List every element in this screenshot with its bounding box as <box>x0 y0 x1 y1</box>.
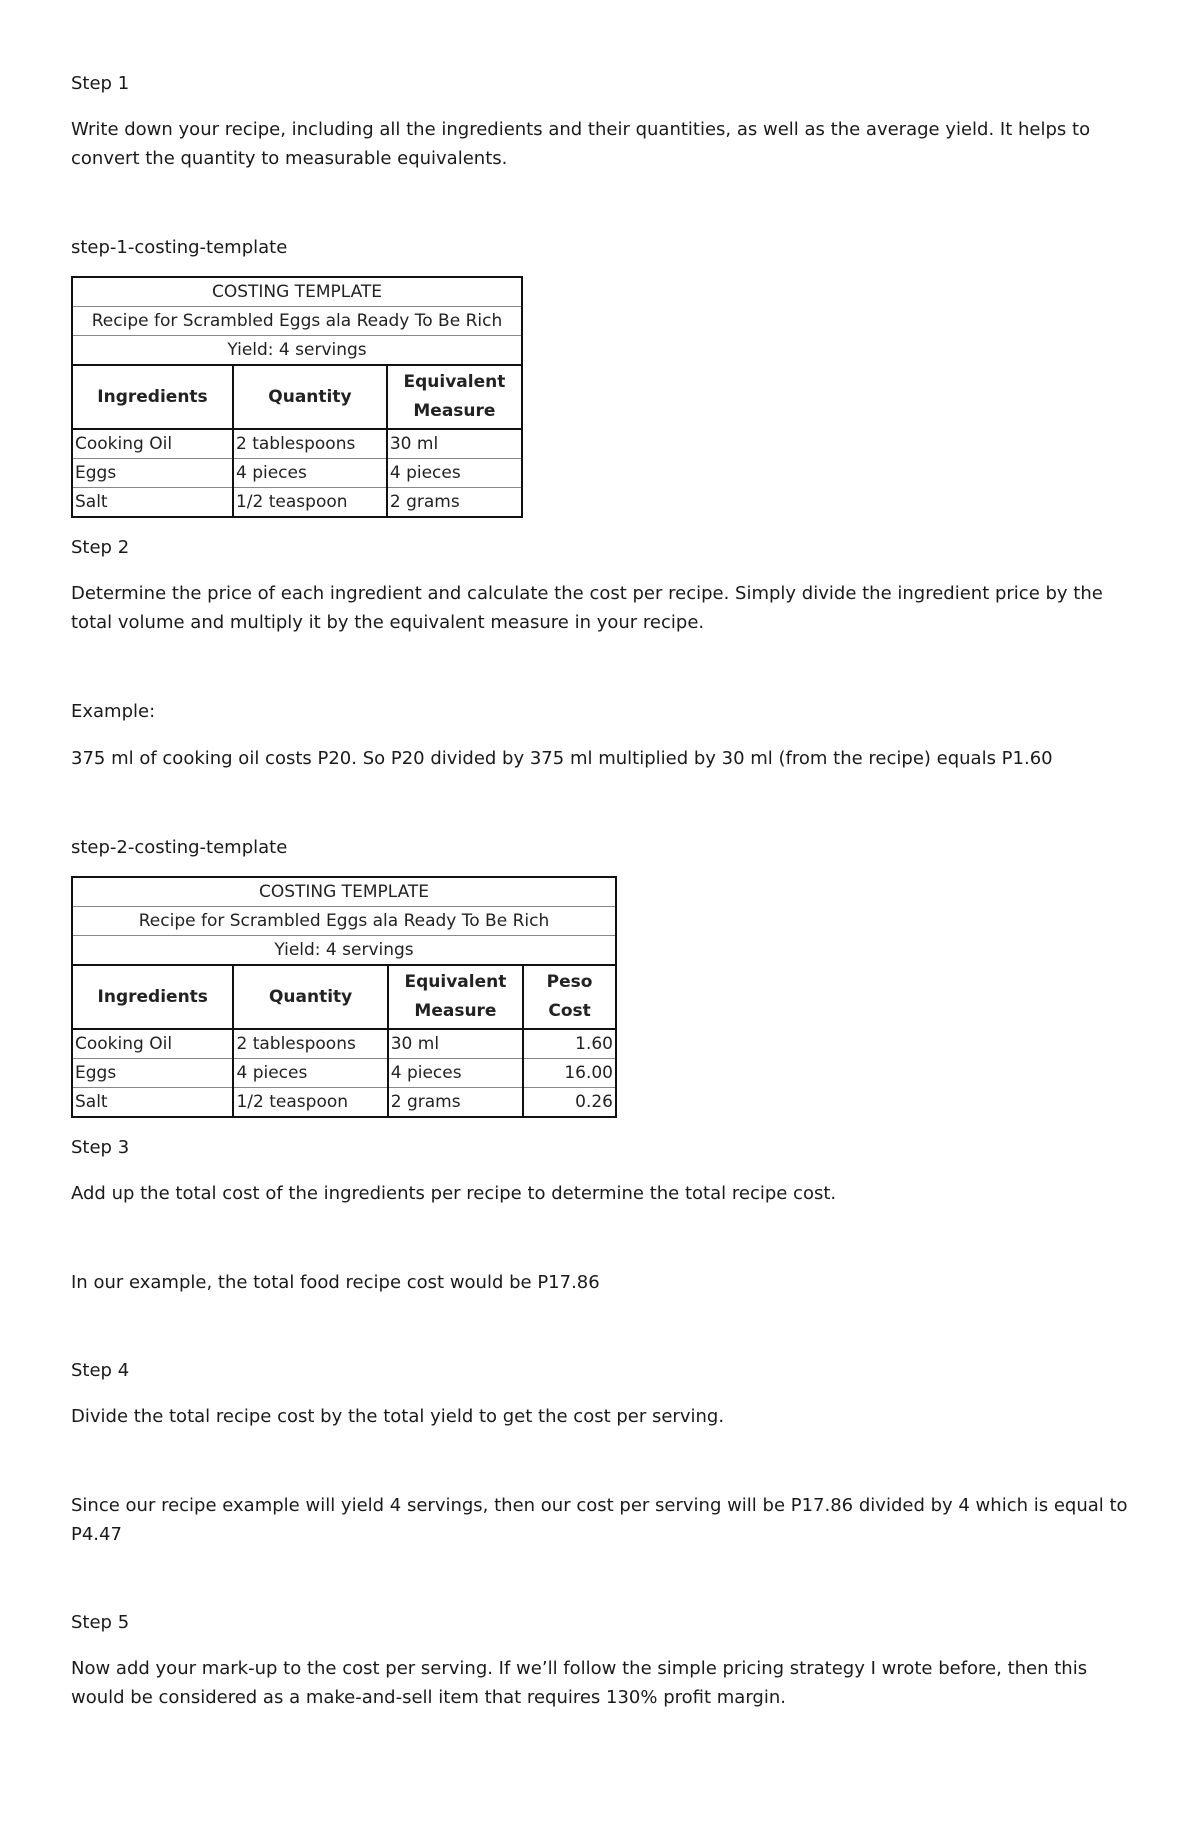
table-row <box>72 1088 616 1118</box>
table-row <box>72 1029 616 1059</box>
table2-header-equivalent-line1: Equivalent <box>404 972 507 992</box>
table-cell: Cooking Oil <box>72 429 233 459</box>
table-cell: 4 pieces <box>233 1059 387 1088</box>
table2-header-row <box>72 965 616 1029</box>
table-cell: 0.26 <box>523 1088 616 1118</box>
step-5-heading: Step 5 <box>71 1612 130 1633</box>
step-1-text: Write down your recipe, including all the ingredients and their quantities, as well as the average yield. It helps to convert the quantity to measurable equivalents. <box>71 119 1091 169</box>
table-cell: 30 ml <box>387 429 522 459</box>
table1-header-equivalent <box>387 365 522 429</box>
table2-title: COSTING TEMPLATE <box>72 877 616 907</box>
step-4-text: Divide the total recipe cost by the total yield to get the cost per serving. <box>71 1406 725 1427</box>
step-3-heading: Step 3 <box>71 1137 130 1158</box>
step-3-example-text: In our example, the total food recipe cost would be P17.86 <box>71 1272 600 1293</box>
table-cell: 2 grams <box>388 1088 523 1118</box>
table1-recipe: Recipe for Scrambled Eggs ala Ready To Be Rich <box>72 307 522 336</box>
table-cell: 4 pieces <box>233 459 387 488</box>
table-cell: Eggs <box>72 1059 233 1088</box>
table1-header-equivalent-line1: Equivalent <box>403 372 506 392</box>
table-cell: 2 tablespoons <box>233 429 387 459</box>
table2-yield: Yield: 4 servings <box>72 936 616 966</box>
table2-header-peso-line1: Peso <box>546 972 593 992</box>
table1-header-row <box>72 365 522 429</box>
step-2-caption: step-2-costing-template <box>71 837 288 858</box>
table2-header-quantity: Quantity <box>233 965 387 1029</box>
step-4-example-text: Since our recipe example will yield 4 servings, then our cost per serving will be P17.86 divided by 4 which is equal to P4.47 <box>71 1495 1128 1545</box>
step-1-caption: step-1-costing-template <box>71 237 288 258</box>
step-2-text: Determine the price of each ingredient and calculate the cost per recipe. Simply divide the ingredient price by the total volume and multiply it by the equivalent measure in your recipe. <box>71 583 1103 633</box>
table-cell: 1/2 teaspoon <box>233 488 387 518</box>
step-1-heading: Step 1 <box>71 73 130 94</box>
step-2-example-text: 375 ml of cooking oil costs P20. So P20 divided by 375 ml multiplied by 30 ml (from the recipe) equals P1.60 <box>71 748 1053 769</box>
step-3-text: Add up the total cost of the ingredients per recipe to determine the total recipe cost. <box>71 1183 837 1204</box>
table-row <box>72 1059 616 1088</box>
step-4-heading: Step 4 <box>71 1360 130 1381</box>
step-2-example-label: Example: <box>71 701 156 722</box>
table-cell: 2 tablespoons <box>233 1029 387 1059</box>
costing-template-table-2 <box>71 876 617 1118</box>
step-5-text: Now add your mark-up to the cost per serving. If we’ll follow the simple pricing strategy I wrote before, then this would be considered as a make-and-sell item that requires 130% profit margin. <box>71 1658 1088 1708</box>
table2-header-equivalent-line2: Measure <box>414 1001 497 1021</box>
table-cell: 1.60 <box>523 1029 616 1059</box>
table-row <box>72 488 522 518</box>
table-cell: 1/2 teaspoon <box>233 1088 387 1118</box>
table2-header-equivalent <box>388 965 523 1029</box>
table-cell: 4 pieces <box>388 1059 523 1088</box>
table-row <box>72 429 522 459</box>
table1-yield: Yield: 4 servings <box>72 336 522 366</box>
table2-header-peso-cost <box>523 965 616 1029</box>
costing-template-table-1 <box>71 276 523 518</box>
table-cell: 4 pieces <box>387 459 522 488</box>
table1-header-ingredients: Ingredients <box>72 365 233 429</box>
table2-header-peso-line2: Cost <box>548 1001 591 1021</box>
document-page <box>71 70 1141 1712</box>
step-2-heading: Step 2 <box>71 537 130 558</box>
table-cell: Eggs <box>72 459 233 488</box>
table1-header-quantity: Quantity <box>233 365 387 429</box>
table-cell: 2 grams <box>387 488 522 518</box>
table-cell: Salt <box>72 1088 233 1118</box>
table-cell: Cooking Oil <box>72 1029 233 1059</box>
table1-header-equivalent-line2: Measure <box>413 401 496 421</box>
table-cell: Salt <box>72 488 233 518</box>
table-row <box>72 459 522 488</box>
table2-recipe: Recipe for Scrambled Eggs ala Ready To Be Rich <box>72 907 616 936</box>
table-cell: 30 ml <box>388 1029 523 1059</box>
table1-title: COSTING TEMPLATE <box>72 277 522 307</box>
table2-header-ingredients: Ingredients <box>72 965 233 1029</box>
table-cell: 16.00 <box>523 1059 616 1088</box>
